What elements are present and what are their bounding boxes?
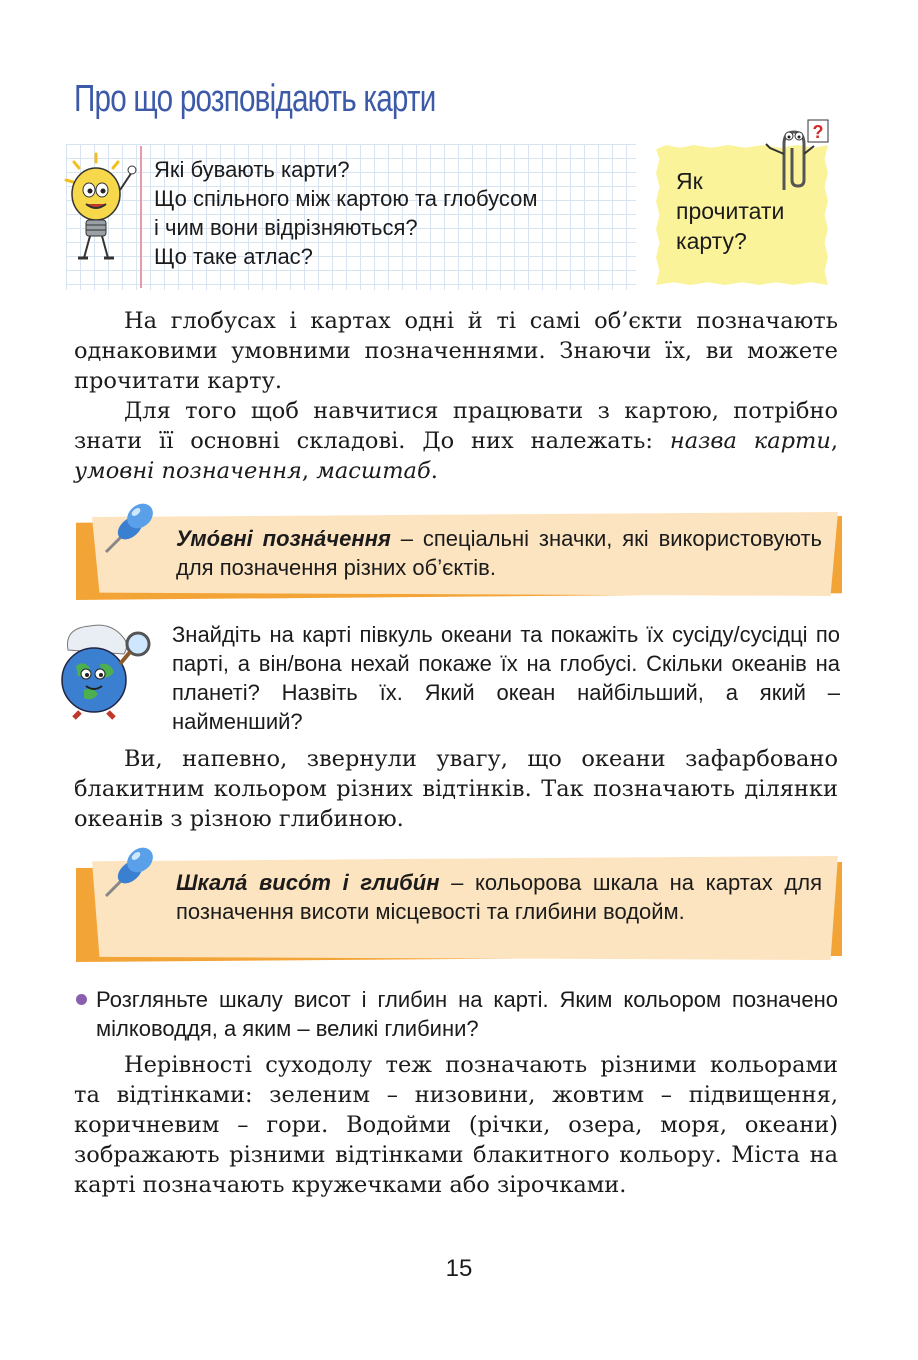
sticky-line: карту?: [676, 228, 747, 254]
page-title: Про що розповідають карти: [74, 78, 436, 120]
paperclip-question-icon: [762, 118, 834, 198]
question-item: Які бувають карти?: [154, 157, 350, 182]
term-map-title: назва карти: [669, 428, 831, 454]
question-item: Що таке атлас?: [154, 244, 313, 269]
margin-line: [140, 146, 142, 288]
term-symbols: умовні позначення: [74, 458, 302, 484]
definition-1-term: Умо́вні позна́чення: [176, 526, 391, 551]
definition-1-text: Умо́вні позна́чення – спеціальні значки, які використовують для позначення різних об’єктів.: [176, 526, 823, 580]
paragraph-4: Нерівності суходолу теж позначають різними кольорами та відтінками: зеленим – низовини, жовтим – підвищення, коричневим – гори. Водойми (річки, озера, моря, океани) зображають різними відтінками блакитного кольору. Міста на карті позначають кружечками або зірочками.: [74, 1052, 838, 1198]
paragraph-2: Для того щоб навчитися працювати з картою, потрібно знати її основні складові. До них належать: назва карти, умовні позначення, масштаб.: [74, 398, 838, 484]
questions-list: [154, 155, 634, 271]
paragraph-3: Ви, напевно, звернули увагу, що океани зафарбовано блакитним кольором різних відтінків. Так позначають ділянки океанів з різною глибиною.: [74, 746, 838, 832]
task-text: Знайдіть на карті півкуль океани та покажіть їх сусіду/сусідці по парті, а він/вона нехай покаже їх на глобусі. Скільки океанів на планеті? Назвіть їх. Який океан найбільший, а який – найменший?: [172, 622, 840, 734]
bullet-task: Розгляньте шкалу висот і глибин на карті. Яким кольором позначено мілководдя, а яким – великі глибини?: [96, 987, 838, 1041]
question-item: і чим вони відрізняються?: [154, 215, 418, 240]
svg-text:?: ?: [812, 122, 824, 142]
sticky-line: прочитати: [676, 198, 785, 224]
lightbulb-character-icon: [62, 150, 140, 270]
page-number: 15: [445, 1255, 473, 1282]
term-scale: масштаб: [316, 458, 431, 484]
bullet-icon: [76, 994, 87, 1005]
pushpin-icon: [96, 840, 160, 904]
globe-explorer-icon: [50, 620, 160, 720]
pushpin-icon: [96, 496, 160, 560]
definition-2-text: Шкала́ висо́т і глиби́н – кольорова шкала на картах для позначення висоти місцевості та глибини водойм.: [176, 870, 822, 924]
definition-2-term: Шкала́ висо́т і глиби́н: [176, 870, 440, 895]
question-item: Що спільного між картою та глобусом: [154, 186, 538, 211]
sticky-line: Як: [676, 168, 703, 194]
paragraph-1: На глобусах і картах одні й ті самі об’єкти позначають однаковими умовними позначеннями. Знаючи їх, ви можете прочитати карту.: [74, 308, 838, 394]
